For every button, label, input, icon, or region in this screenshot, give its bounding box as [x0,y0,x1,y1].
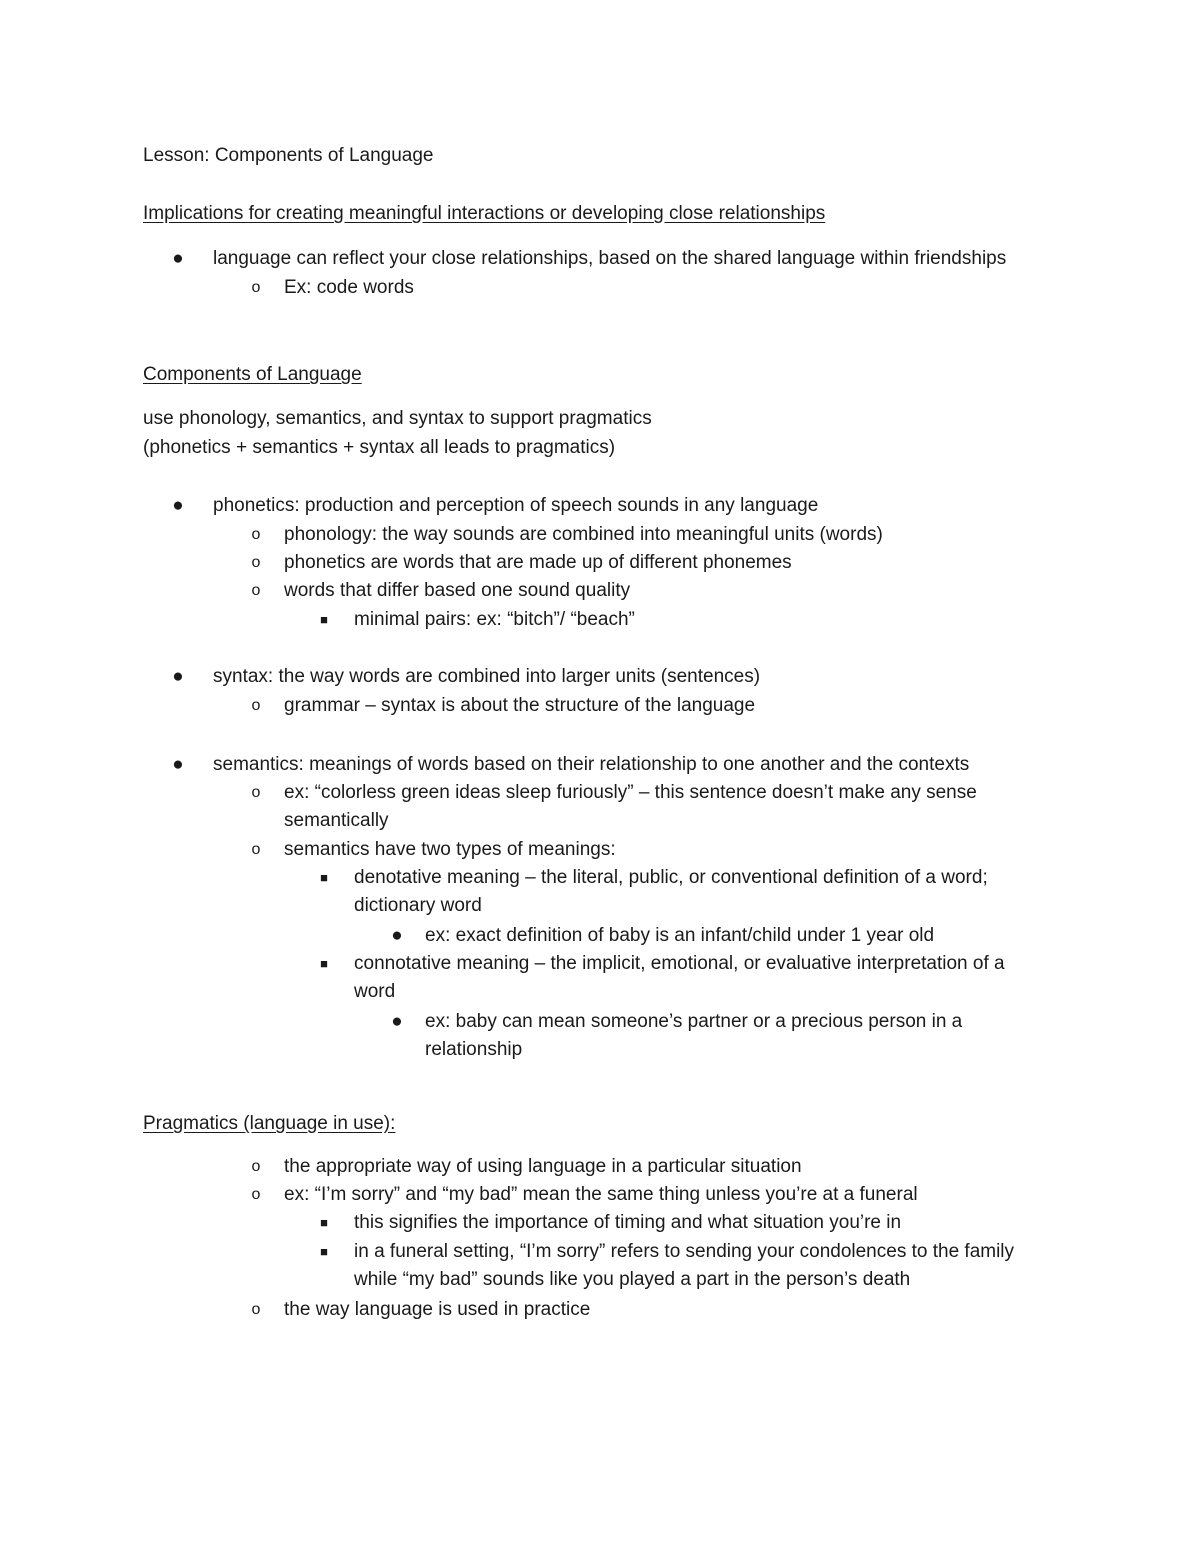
bullet-dot: ● [172,495,184,516]
list-item: semantics: meanings of words based on their relationship to one another and the contexts [213,754,970,775]
bullet-dot: ● [391,1011,403,1032]
bullet-circle: o [251,554,261,571]
bullet-circle: o [251,279,261,296]
list-item: phonetics: production and perception of speech sounds in any language [213,495,819,516]
bullet-dot: ● [172,248,184,269]
list-item: phonetics are words that are made up of different phonemes [284,552,792,573]
list-item: semantics have two types of meanings: [284,839,616,860]
list-item: denotative meaning – the literal, public, or conventional definition of a word; [354,867,988,888]
bullet-circle: o [251,697,261,714]
list-item: minimal pairs: ex: “bitch”/ “beach” [354,609,635,630]
list-item: words that differ based one sound quality [284,580,631,601]
paragraph: (phonetics + semantics + syntax all leads to pragmatics) [143,437,616,458]
list-item: connotative meaning – the implicit, emotional, or evaluative interpretation of a [354,953,1005,974]
list-item: phonology: the way sounds are combined into meaningful units (words) [284,524,883,545]
list-item: ex: “colorless green ideas sleep furiously” – this sentence doesn’t make any sense [284,782,977,803]
list-item-continuation: word [354,981,396,1002]
bullet-square: ■ [320,870,328,885]
bullet-square: ■ [320,1244,328,1259]
paragraph: use phonology, semantics, and syntax to support pragmatics [143,408,652,429]
list-item: the appropriate way of using language in a particular situation [284,1156,802,1177]
bullet-dot: ● [172,666,184,687]
section-heading-implications: Implications for creating meaningful interactions or developing close relationships [143,203,826,224]
bullet-circle: o [251,784,261,801]
bullet-square: ■ [320,612,328,627]
section-heading-components: Components of Language [143,364,362,385]
list-item: ex: “I’m sorry” and “my bad” mean the same thing unless you’re at a funeral [284,1184,918,1205]
list-item: grammar – syntax is about the structure of the language [284,695,756,716]
list-item-continuation: relationship [425,1039,523,1060]
list-item-continuation: dictionary word [354,895,482,916]
page-title: Lesson: Components of Language [143,145,434,166]
bullet-circle: o [251,1186,261,1203]
list-item: in a funeral setting, “I’m sorry” refers to sending your condolences to the family [354,1241,1015,1262]
bullet-dot: ● [391,925,403,946]
list-item-continuation: while “my bad” sounds like you played a part in the person’s death [354,1269,911,1290]
bullet-square: ■ [320,956,328,971]
list-item: Ex: code words [284,277,414,298]
section-heading-pragmatics: Pragmatics (language in use): [143,1113,396,1134]
list-item: ex: baby can mean someone’s partner or a precious person in a [425,1011,963,1032]
list-item: syntax: the way words are combined into larger units (sentences) [213,666,761,687]
bullet-square: ■ [320,1215,328,1230]
bullet-circle: o [251,526,261,543]
list-item: this signifies the importance of timing and what situation you’re in [354,1212,902,1233]
list-item: the way language is used in practice [284,1299,591,1320]
bullet-circle: o [251,1158,261,1175]
bullet-circle: o [251,841,261,858]
list-item: language can reflect your close relationships, based on the shared language within friendships [213,248,1007,269]
bullet-circle: o [251,582,261,599]
bullet-dot: ● [172,754,184,775]
list-item: ex: exact definition of baby is an infant/child under 1 year old [425,925,935,946]
bullet-circle: o [251,1301,261,1318]
list-item-continuation: semantically [284,810,389,831]
